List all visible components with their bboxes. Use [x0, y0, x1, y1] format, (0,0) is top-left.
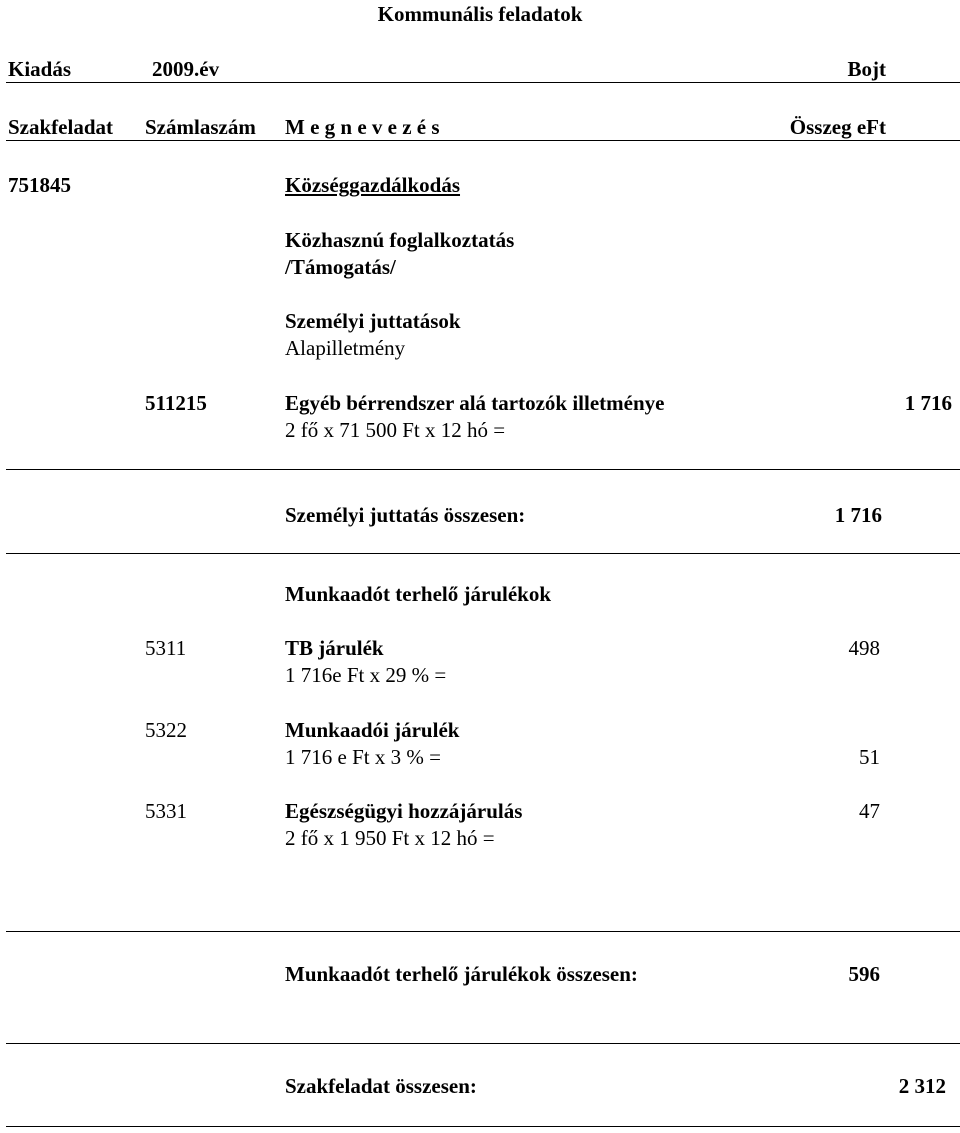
contribution-account: 5311 [145, 636, 187, 660]
year-label: 2009.év [152, 57, 220, 81]
salary-rule [6, 469, 960, 470]
col-szamlaszam: Számlaszám [145, 115, 256, 139]
place-label: Bojt [847, 57, 886, 81]
page-title: Kommunális feladatok [377, 2, 583, 26]
subtitle-2: /Támogatás/ [285, 255, 396, 279]
contribution-label: TB járulék [285, 636, 384, 660]
columns-rule [6, 140, 960, 141]
personal-total-rule [6, 553, 960, 554]
header-rule [6, 82, 960, 83]
contributions-total-rule [6, 1043, 960, 1044]
salary-formula: 2 fő x 71 500 Ft x 12 hó = [285, 418, 506, 442]
contribution-formula: 2 fő x 1 950 Ft x 12 hó = [285, 826, 495, 850]
salary-label: Egyéb bérrendszer alá tartozók illetménye [285, 391, 665, 415]
section-code: 751845 [8, 173, 71, 197]
grand-total-amount: 2 312 [898, 1074, 946, 1098]
contribution-label: Munkaadói járulék [285, 718, 460, 742]
contribution-label: Egészségügyi hozzájárulás [285, 799, 523, 823]
contribution-account: 5322 [145, 718, 187, 742]
col-osszeg: Összeg eFt [789, 115, 886, 139]
grand-total-rule [6, 1126, 960, 1127]
contributions-total-amount: 596 [848, 962, 880, 986]
col-szakfeladat: Szakfeladat [8, 115, 113, 139]
col-megnevezes: M e g n e v e z é s [285, 115, 440, 139]
contribution-amount: 47 [859, 799, 880, 823]
subtitle-1: Közhasznú foglalkoztatás [285, 228, 515, 252]
personal-total-label: Személyi juttatás összesen: [285, 503, 526, 527]
contributions-title: Munkaadót terhelő járulékok [285, 582, 552, 606]
section-name: Községgazdálkodás [285, 173, 461, 197]
salary-account: 511215 [145, 391, 207, 415]
personal-title: Személyi juttatások [285, 309, 461, 333]
contributions-rule [6, 931, 960, 932]
contributions-total-label: Munkaadót terhelő járulékok összesen: [285, 962, 638, 986]
contribution-amount: 498 [848, 636, 880, 660]
contribution-amount: 51 [859, 745, 880, 769]
personal-subtitle: Alapilletmény [285, 336, 406, 360]
contribution-account: 5331 [145, 799, 187, 823]
contribution-formula: 1 716 e Ft x 3 % = [285, 745, 441, 769]
salary-amount: 1 716 [904, 391, 952, 415]
grand-total-label: Szakfeladat összesen: [285, 1074, 477, 1098]
contribution-formula: 1 716e Ft x 29 % = [285, 663, 447, 687]
kiadas-label: Kiadás [8, 57, 72, 81]
personal-total-amount: 1 716 [834, 503, 882, 527]
